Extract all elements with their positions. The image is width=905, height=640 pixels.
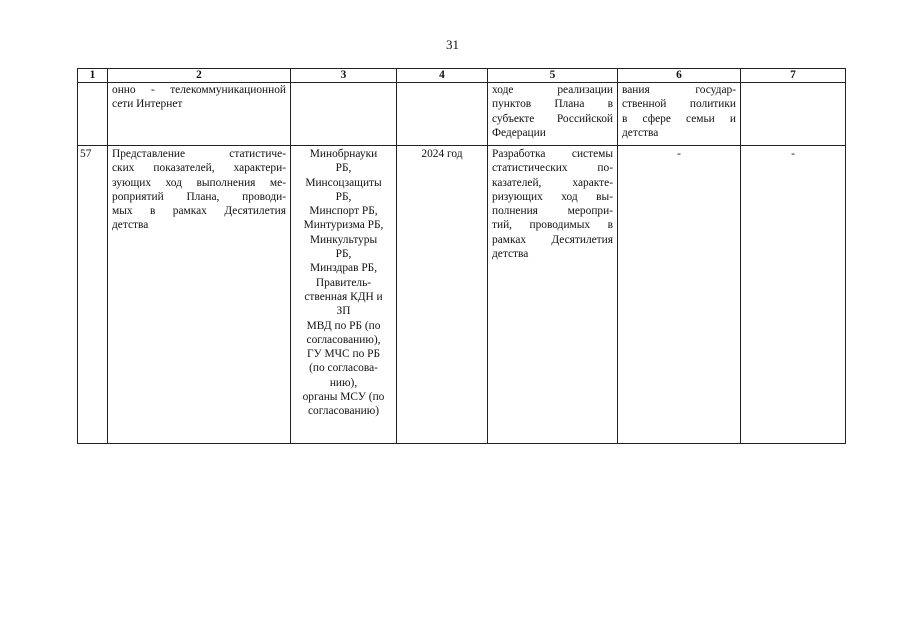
description-line: ских показателей, характери- [112,162,286,175]
responsible-line: ГУ МЧС по РБ [307,348,380,361]
column-header-4: 4 [397,69,488,83]
column-number-row [78,69,846,83]
description-line: Представление статистиче- [112,148,286,160]
cont-cell-7 [741,83,846,146]
column-header-3: 3 [291,69,397,83]
responsible-line: РБ, [335,190,352,203]
result-line: тий, проводимых в [492,219,613,232]
deadline: 2024 год [397,146,488,444]
responsible-line: ственная КДН и [304,290,383,303]
cont-cell-1 [78,83,108,146]
cont-cell-3 [291,83,397,146]
responsible-line: Минтуризма РБ, [303,219,384,232]
plan-table [77,68,846,444]
cont-cell-2-line: сети Интернет [112,98,183,111]
cont-cell-4 [397,83,488,146]
responsible-line: Минспорт РБ, [309,205,378,218]
cont-cell-6-line: в сфере семьи и [622,112,736,125]
responsible-line: нию), [329,376,358,389]
description-line: детства [112,219,149,232]
responsible-line: Минкультуры [309,233,378,246]
responsible-line: РБ, [335,162,352,175]
column-header-5: 5 [488,69,618,83]
row-number: 57 [78,146,108,444]
responsible-line: Минсоцзащиты [305,176,382,189]
responsible-line: ЗП [336,305,351,318]
responsible-line: органы МСУ (по [302,391,385,404]
column-header-1: 1 [78,69,108,83]
cont-cell-6 [618,83,741,146]
result-line: казателей, характе- [492,176,613,189]
result-line: ризующих ход вы- [492,190,613,203]
table-row-continuation [78,83,846,146]
cont-cell-2 [108,83,291,146]
result-line: Разработка системы [492,148,613,160]
cont-cell-6-line: вания государ- [622,84,736,96]
cont-cell-2-line: онно - телекоммуникационной [112,84,286,96]
cont-cell-6-line: детства [622,126,659,139]
table-row-57 [78,146,846,444]
responsible-line: МВД по РБ (по [306,319,381,332]
row-57-col6-dash: - [618,146,741,444]
page-number: 31 [446,37,459,52]
expected-result [488,146,618,444]
cont-cell-5-line: Федерации [492,126,546,139]
responsible-line: Минздрав РБ, [309,262,378,275]
cont-cell-5-line: пунктов Плана в [492,98,613,111]
column-header-6: 6 [618,69,741,83]
responsible-line: (по согласова- [309,362,378,375]
cont-cell-5-line: субъекте Российской [492,112,613,125]
cont-cell-5-line: ходе реализации [492,84,613,96]
column-header-2: 2 [108,69,291,83]
result-line: статистических по- [492,162,613,175]
cont-cell-5 [488,83,618,146]
responsible-line: РБ, [335,248,352,261]
column-header-7: 7 [741,69,846,83]
responsible-line: Минобрнауки [309,148,378,160]
row-57-col7-dash: - [741,146,846,444]
description-line: роприятий Плана, проводи- [112,190,286,203]
result-line: полнения меропри- [492,205,613,218]
responsible-executors [291,146,397,444]
responsible-line: согласованию) [307,405,380,418]
description-line: зующих ход выполнения ме- [112,176,286,189]
result-line: детства [492,248,529,261]
measure-description [108,146,291,444]
description-line: мых в рамках Десятилетия [112,205,286,218]
responsible-line: согласованию), [306,333,381,346]
result-line: рамках Десятилетия [492,233,613,246]
cont-cell-6-line: ственной политики [622,98,736,111]
responsible-line: Правитель- [315,276,372,289]
